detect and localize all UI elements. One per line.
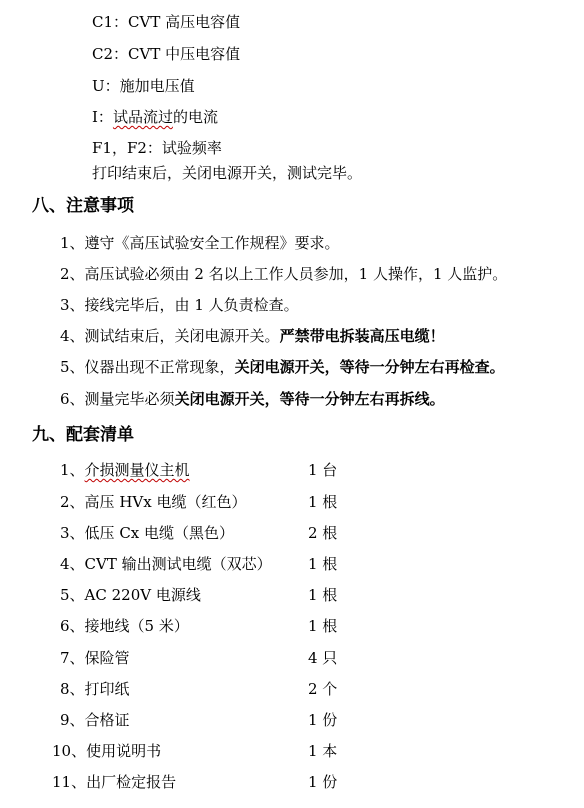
item-number: 3、: [60, 296, 85, 314]
definition-c1: [92, 12, 240, 32]
definition-label: F1，F2：: [92, 139, 162, 157]
item-quantity: 1 根: [308, 555, 338, 573]
section8-item-2: [60, 264, 507, 284]
item-number: 6、: [60, 617, 85, 635]
list-item: [60, 616, 480, 636]
definition-label: C1：: [92, 13, 129, 31]
item-quantity: 1 份: [308, 773, 338, 791]
item-text: 测量完毕必须: [84, 390, 175, 408]
item-name: 介损测量仪主机: [84, 461, 190, 479]
section8-item-3: [60, 295, 299, 315]
section8-item-4: [60, 326, 445, 346]
item-quantity: 1 根: [308, 617, 338, 635]
item-number: 10、: [52, 742, 87, 760]
item-name: 合格证: [84, 711, 130, 729]
item-quantity: 1 根: [308, 493, 338, 511]
list-item: [52, 772, 480, 792]
item-text: 接线完毕后，由 1 人负责检查。: [84, 296, 299, 314]
list-item: [60, 492, 480, 512]
item-number: 2、: [60, 265, 85, 283]
item-number: 9、: [60, 711, 85, 729]
definition-label: C2：: [92, 45, 129, 63]
item-number: 11、: [52, 773, 87, 791]
item-text: 遵守《高压试验安全工作规程》要求。: [84, 234, 340, 252]
item-text: 测试结束后，关闭电源开关。: [84, 327, 280, 345]
list-item: [60, 710, 480, 730]
definition-text: CVT 中压电容值: [128, 45, 241, 63]
item-name: AC 220V 电源线: [84, 586, 201, 604]
definition-i: [92, 107, 218, 127]
section8-item-5: [60, 357, 505, 377]
item-name: 高压 HVx 电缆（红色）: [84, 493, 247, 511]
item-number: 4、: [60, 327, 85, 345]
section8-item-1: [60, 233, 340, 253]
item-quantity: 1 台: [308, 461, 338, 479]
item-number: 1、: [60, 461, 85, 479]
item-number: 8、: [60, 680, 85, 698]
item-quantity: 2 根: [308, 524, 338, 542]
definition-text: 试验频率: [161, 139, 222, 157]
item-number: 1、: [60, 234, 85, 252]
definition-f: [92, 138, 222, 158]
item-name: 接地线（5 米）: [84, 617, 189, 635]
item-text: 高压试验必须由 2 名以上工作人员参加，1 人操作，1 人监护。: [84, 265, 508, 283]
section8-title: 八、注意事项: [32, 196, 134, 216]
item-number: 2、: [60, 493, 85, 511]
definition-u: [92, 76, 195, 96]
item-name: 保险管: [84, 649, 130, 667]
list-item: [60, 460, 480, 480]
item-quantity: 1 根: [308, 586, 338, 604]
item-number: 4、: [60, 555, 85, 573]
section9-title: 九、配套清单: [32, 425, 134, 445]
item-name: 出厂检定报告: [86, 773, 177, 791]
item-name: 打印纸: [84, 680, 130, 698]
definition-label: U：: [92, 77, 120, 95]
item-warning: 关闭电源开关，等待一分钟左右再检查。: [234, 358, 505, 376]
definition-c2: [92, 44, 240, 64]
item-text: 仪器出现不正常现象，: [84, 358, 235, 376]
item-quantity: 2 个: [308, 680, 338, 698]
list-item: [60, 648, 480, 668]
item-number: 7、: [60, 649, 85, 667]
list-item: [60, 554, 480, 574]
item-quantity: 1 本: [308, 742, 338, 760]
definition-text: CVT 高压电容值: [128, 13, 241, 31]
definition-label: I：: [92, 108, 113, 126]
item-quantity: 4 只: [308, 649, 338, 667]
item-number: 6、: [60, 390, 85, 408]
item-name: 低压 Cx 电缆（黑色）: [84, 524, 235, 542]
list-item: [60, 585, 480, 605]
list-item: [60, 679, 480, 699]
item-name: 使用说明书: [86, 742, 162, 760]
spellcheck-underline: 试品流过: [112, 108, 173, 126]
section8-item-6: [60, 389, 445, 409]
item-warning: 关闭电源开关，等待一分钟左右再拆线。: [174, 390, 445, 408]
item-warning: 严禁带电拆装高压电缆！: [279, 327, 445, 345]
item-quantity: 1 份: [308, 711, 338, 729]
item-number: 5、: [60, 586, 85, 604]
definition-text: 试品流过的电流: [112, 108, 218, 126]
definition-text: 施加电压值: [119, 77, 195, 95]
item-number: 3、: [60, 524, 85, 542]
print-end-note: 打印结束后，关闭电源开关，测试完毕。: [92, 164, 363, 182]
list-item: [60, 523, 480, 543]
list-item: [52, 741, 480, 761]
item-name: CVT 输出测试电缆（双芯）: [84, 555, 272, 573]
item-number: 5、: [60, 358, 85, 376]
